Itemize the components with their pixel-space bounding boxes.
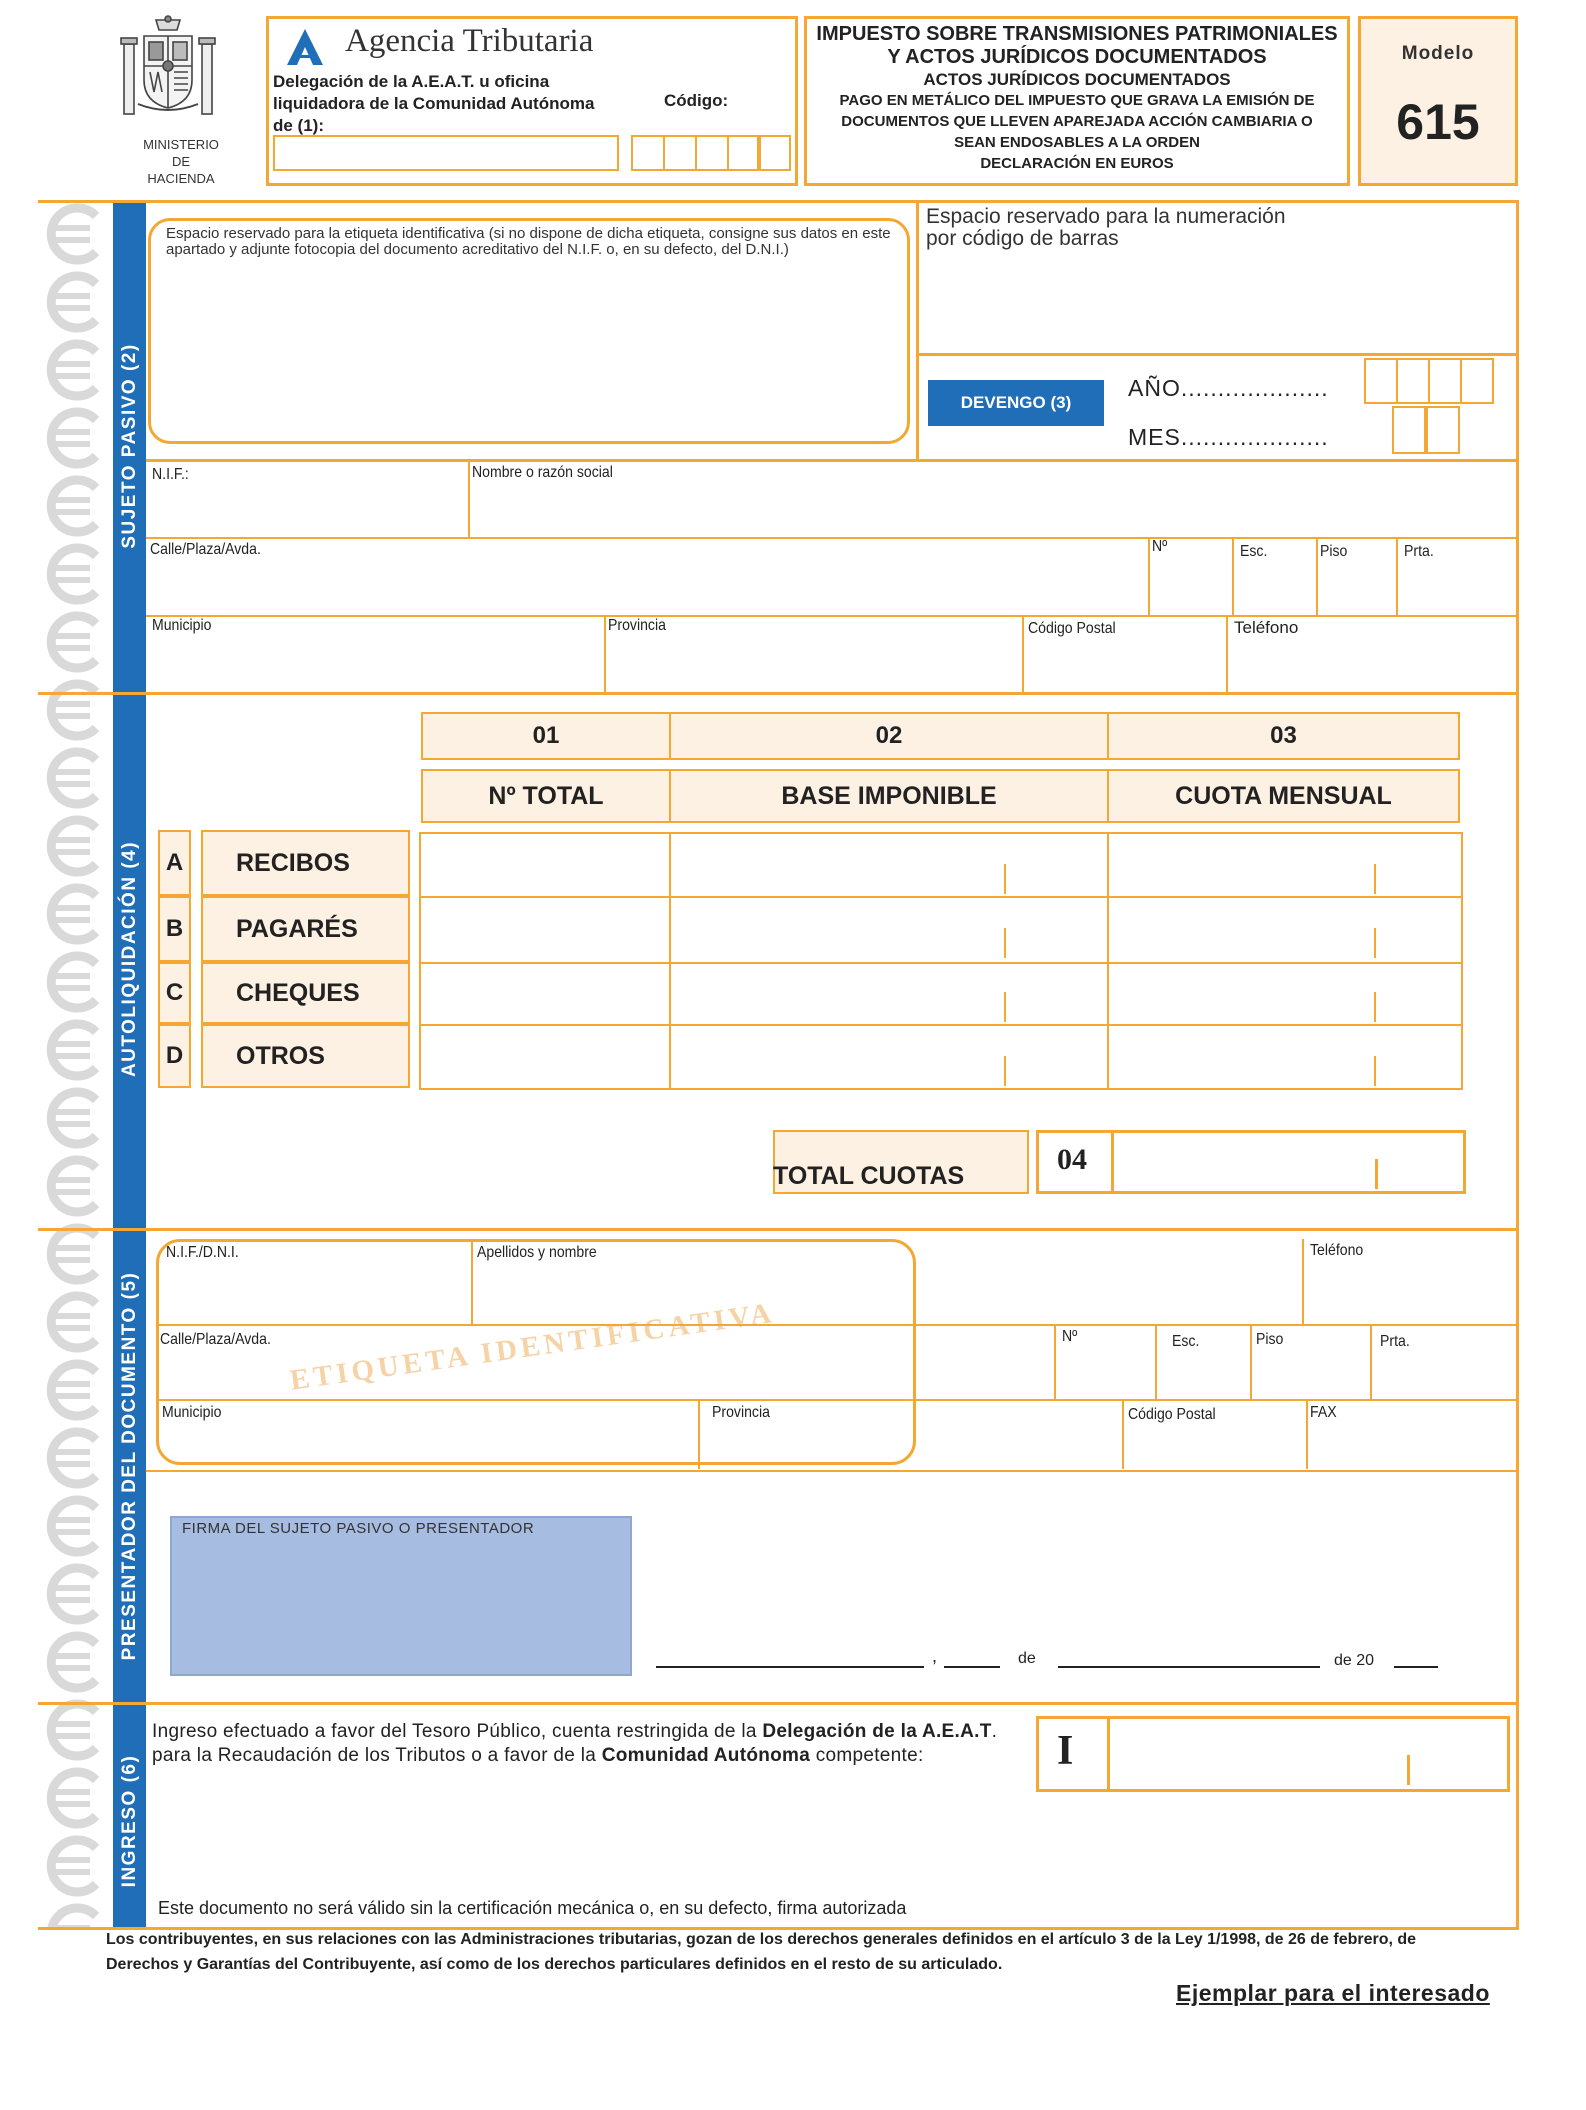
p-piso-label: Piso [1256, 1331, 1284, 1348]
divider [1155, 1324, 1157, 1399]
provincia-input[interactable] [608, 640, 1018, 688]
section-title-presentador: PRESENTADOR DEL DOCUMENTO (5) [119, 1271, 140, 1661]
p-piso-input[interactable] [1254, 1350, 1366, 1396]
p-cp-input[interactable] [1126, 1426, 1302, 1466]
date-place-line[interactable] [656, 1666, 924, 1668]
col-header-text: Nº TOTAL [488, 781, 604, 810]
p-fax-input[interactable] [1310, 1426, 1514, 1466]
col-number-02 [669, 712, 1109, 760]
divider [146, 459, 1518, 462]
codigo-digit[interactable] [663, 135, 697, 171]
row-concept: RECIBOS [201, 830, 410, 896]
date-de-label: de [1018, 1650, 1036, 1667]
divider [156, 1324, 1518, 1326]
date-year-label: de 20 [1334, 1652, 1375, 1669]
agency-logo-icon [283, 25, 327, 69]
col-number-01 [421, 712, 671, 760]
divider [471, 1239, 473, 1324]
base-input-c[interactable] [673, 966, 1103, 1022]
telefono-label: Teléfono [1234, 618, 1299, 637]
piso-input[interactable] [1320, 562, 1392, 610]
section-title-ingreso: INGRESO (6) [119, 1754, 140, 1888]
divider [419, 1024, 1463, 1026]
codigo-digit[interactable] [757, 135, 791, 171]
title-line: ACTOS JURÍDICOS DOCUMENTADOS [923, 70, 1231, 89]
p-telefono-input[interactable] [1306, 1266, 1514, 1318]
total-cuotas-label-box [773, 1130, 1029, 1194]
decimal-mark [1004, 864, 1006, 894]
barcode-space-text [926, 206, 1286, 250]
mes-digit[interactable] [1426, 406, 1460, 454]
barcode-line: Espacio reservado para la numeración [926, 205, 1286, 228]
p-municipio-input[interactable] [160, 1426, 694, 1466]
p-apellidos-input[interactable] [476, 1266, 1298, 1318]
nombre-label: Nombre o razón social [472, 464, 613, 481]
prta-input[interactable] [1400, 562, 1514, 610]
ingreso-text-bold: Comunidad Autónoma [601, 1745, 811, 1766]
divider [604, 615, 606, 692]
municipio-label: Municipio [152, 617, 212, 634]
divider [146, 537, 1518, 539]
divider [38, 692, 1518, 695]
total-cuotas-label: TOTAL CUOTAS [773, 1162, 965, 1190]
divider [916, 200, 919, 460]
modelo-label: Modelo [1401, 43, 1475, 64]
row-concept: PAGARÉS [201, 896, 410, 962]
p-municipio-label: Municipio [162, 1404, 222, 1421]
mes-digit[interactable] [1392, 406, 1426, 454]
divider [1306, 1399, 1308, 1469]
col-number-text: 03 [1270, 722, 1297, 749]
codigo-label: Código: [664, 91, 729, 110]
agency-box [266, 16, 798, 186]
decimal-mark [1375, 1159, 1378, 1189]
decimal-mark [1374, 928, 1376, 958]
row-concept: CHEQUES [201, 962, 410, 1024]
telefono-input[interactable] [1230, 640, 1514, 688]
total-input-a[interactable] [423, 836, 665, 894]
decimal-mark [1374, 1056, 1376, 1086]
decimal-mark [1004, 928, 1006, 958]
col-number-text: 02 [875, 722, 903, 749]
mes-label: MES.................... [1128, 424, 1329, 450]
divider [1396, 537, 1398, 615]
esc-label: Esc. [1240, 543, 1268, 560]
delegation-input[interactable] [273, 135, 619, 171]
esc-input[interactable] [1236, 562, 1312, 610]
p-nif-input[interactable] [164, 1266, 466, 1318]
ano-digit[interactable] [1396, 358, 1430, 404]
decimal-mark [1374, 992, 1376, 1022]
p-prta-input[interactable] [1374, 1350, 1514, 1396]
legal-line: Los contribuyentes, en sus relaciones con las Administraciones tributarias, gozan de los derechos generales definidos en el artículo 3 de la Ley 1/1998, de 26 de febrero, de [106, 1931, 1417, 1948]
modelo-box [1358, 16, 1518, 186]
p-numero-label: Nº [1062, 1328, 1078, 1345]
section-title-autoliquidacion: AUTOLIQUIDACIÓN (4) [119, 840, 140, 1078]
codigo-input[interactable] [631, 135, 791, 171]
municipio-input[interactable] [150, 640, 600, 688]
col-header-text: CUOTA MENSUAL [1175, 781, 1392, 810]
ano-digit[interactable] [1428, 358, 1462, 404]
section-title-sujeto: SUJETO PASIVO (2) [119, 343, 140, 549]
p-prta-label: Prta. [1380, 1333, 1410, 1350]
p-fax-label: FAX [1310, 1404, 1337, 1421]
ministry-line: MINISTERIO [143, 137, 219, 152]
decimal-mark [1004, 992, 1006, 1022]
divider [916, 353, 1518, 356]
divider [1302, 1239, 1304, 1324]
divider [1107, 832, 1109, 1090]
date-year-line[interactable] [1394, 1666, 1438, 1668]
title-line: IMPUESTO SOBRE TRANSMISIONES PATRIMONIALES [816, 23, 1338, 45]
legal-notice [106, 1927, 1516, 1977]
divider [1107, 1717, 1110, 1791]
divider [698, 1399, 700, 1469]
tax-title-box [804, 16, 1350, 186]
divider [38, 200, 1518, 203]
ingreso-text-part: competente: [810, 1745, 924, 1766]
ingreso-box-letter: I [1057, 1728, 1074, 1774]
divider [1122, 1399, 1124, 1469]
cp-input[interactable] [1026, 640, 1222, 688]
barcode-line: por código de barras [926, 227, 1119, 250]
p-esc-label: Esc. [1172, 1333, 1200, 1350]
ingreso-line [152, 1744, 1032, 1768]
divider [146, 1470, 1518, 1472]
ingreso-text-part: . [991, 1721, 998, 1742]
nif-input[interactable] [148, 486, 464, 534]
modelo-number: 615 [1396, 94, 1480, 150]
col-header-total [421, 769, 671, 823]
ingreso-text-part: para la Recaudación de los Tributos o a favor de la [152, 1745, 602, 1766]
row-letter: C [158, 962, 191, 1024]
cp-label: Código Postal [1028, 620, 1116, 637]
divider [1226, 615, 1228, 692]
ingreso-amount-input[interactable] [1113, 1721, 1505, 1787]
divider [38, 1228, 1518, 1231]
title-line: Y ACTOS JURÍDICOS DOCUMENTADOS [887, 46, 1267, 68]
coat-of-arms-icon [118, 14, 218, 134]
divider [1250, 1324, 1252, 1399]
ingreso-box [1036, 1716, 1510, 1792]
signature-box[interactable] [170, 1516, 632, 1676]
label-space-text: Espacio reservado para la etiqueta identificativa (si no dispone de dicha etiqueta, consigne sus datos en este apartado y adjunte fotocopia del documento acreditativo del N.I.F. o, en su defecto, del D.N.I.) [166, 225, 891, 258]
divider [419, 896, 1463, 898]
cuota-input-d[interactable] [1111, 1028, 1459, 1086]
base-input-d[interactable] [673, 1028, 1103, 1086]
ingreso-text [152, 1720, 1032, 1768]
p-nif-label: N.I.F./D.N.I. [166, 1244, 239, 1261]
nombre-input[interactable] [472, 486, 1512, 534]
total-input-b[interactable] [423, 900, 665, 960]
ano-label: AÑO.................... [1128, 375, 1329, 401]
cuota-input-c[interactable] [1111, 966, 1459, 1022]
decimal-mark [1374, 864, 1376, 894]
divider [1111, 1131, 1114, 1193]
decimal-mark [1407, 1755, 1410, 1785]
delegation-label: Delegación de la A.E.A.T. u oficina liquidadora de la Comunidad Autónoma de (1): [273, 72, 595, 135]
calle-input[interactable] [150, 562, 1144, 610]
p-provincia-label: Provincia [712, 1404, 770, 1421]
divider [468, 459, 470, 537]
copy-label: Ejemplar para el interesado [1176, 1980, 1490, 2006]
mes-input[interactable] [1392, 406, 1464, 454]
col-header-text: BASE IMPONIBLE [781, 781, 997, 810]
piso-label: Piso [1320, 543, 1348, 560]
total-input-d[interactable] [423, 1028, 665, 1086]
total-input-c[interactable] [423, 966, 665, 1022]
title-line: DECLARACIÓN EN EUROS [980, 155, 1174, 173]
row-letter: D [158, 1024, 191, 1088]
ministry-line: DE [171, 154, 191, 169]
cuota-input-b[interactable] [1111, 900, 1459, 960]
title-line: DOCUMENTOS QUE LLEVEN APAREJADA ACCIÓN CAMBIARIA O [841, 112, 1313, 130]
ingreso-text-bold: Delegación de la A.E.A.T [762, 1721, 992, 1742]
nif-label: N.I.F.: [152, 466, 189, 483]
divider [1022, 615, 1024, 692]
ministry-name [118, 136, 244, 187]
divider [38, 1702, 1518, 1705]
validation-note: Este documento no será válido sin la certificación mecánica o, en su defecto, firma autorizada [158, 1898, 907, 1918]
p-numero-input[interactable] [1058, 1350, 1151, 1396]
codigo-digit[interactable] [631, 135, 665, 171]
numero-label: Nº [1152, 538, 1168, 555]
p-esc-input[interactable] [1159, 1350, 1246, 1396]
col-number-text: 01 [532, 722, 560, 749]
divider [1370, 1324, 1372, 1399]
divider [419, 962, 1463, 964]
prta-label: Prta. [1404, 543, 1434, 560]
p-provincia-input[interactable] [702, 1426, 1118, 1466]
title-line: PAGO EN METÁLICO DEL IMPUESTO QUE GRAVA LA EMISIÓN DE [839, 91, 1315, 109]
date-day-line[interactable] [944, 1666, 1000, 1668]
decimal-mark [1004, 1056, 1006, 1086]
p-apellidos-label: Apellidos y nombre [477, 1244, 597, 1261]
divider [146, 615, 1518, 617]
total-box-number: 04 [1057, 1143, 1087, 1176]
calle-label: Calle/Plaza/Avda. [150, 541, 261, 558]
row-concept: OTROS [201, 1024, 410, 1088]
ano-input[interactable] [1364, 358, 1500, 404]
p-cp-label: Código Postal [1128, 1406, 1216, 1423]
numero-input[interactable] [1152, 562, 1228, 610]
col-number-03 [1107, 712, 1460, 760]
row-letter: B [158, 896, 191, 962]
ingreso-line [152, 1720, 1032, 1744]
ano-digit[interactable] [1364, 358, 1398, 404]
legal-line: Derechos y Garantías del Contribuyente, así como de los derechos particulares definidos en el resto de su articulado. [106, 1956, 1003, 1973]
row-letter: A [158, 830, 191, 896]
divider [669, 832, 671, 1090]
col-header-base [669, 769, 1109, 823]
ministry-line: HACIENDA [147, 171, 215, 186]
codigo-digit[interactable] [727, 135, 761, 171]
ingreso-text-part: Ingreso efectuado a favor del Tesoro Público, cuenta restringida de la [152, 1721, 763, 1742]
ano-digit[interactable] [1460, 358, 1494, 404]
title-line: SEAN ENDOSABLES A LA ORDEN [954, 134, 1200, 152]
divider [1316, 537, 1318, 615]
total-cuotas-box [1036, 1130, 1466, 1194]
provincia-label: Provincia [608, 617, 666, 634]
base-input-a[interactable] [673, 836, 1103, 894]
p-telefono-label: Teléfono [1310, 1242, 1364, 1259]
base-input-b[interactable] [673, 900, 1103, 960]
divider [1232, 537, 1234, 615]
cuota-input-a[interactable] [1111, 836, 1459, 894]
devengo-button[interactable]: DEVENGO (3) [928, 380, 1104, 426]
divider [1054, 1324, 1056, 1399]
total-cuotas-input[interactable] [1117, 1135, 1461, 1189]
codigo-digit[interactable] [695, 135, 729, 171]
col-header-cuota [1107, 769, 1460, 823]
signature-label: FIRMA DEL SUJETO PASIVO O PRESENTADOR [182, 1520, 535, 1537]
p-calle-input[interactable] [160, 1350, 1050, 1396]
agency-name: Agencia Tributaria [345, 23, 594, 59]
p-calle-label: Calle/Plaza/Avda. [160, 1331, 271, 1348]
divider [156, 1399, 1518, 1401]
divider [1148, 537, 1150, 615]
date-comma: , [932, 1646, 938, 1666]
date-month-line[interactable] [1058, 1666, 1320, 1668]
watermark-label: ETIQUETA IDENTIFICATIVA [288, 1296, 777, 1397]
